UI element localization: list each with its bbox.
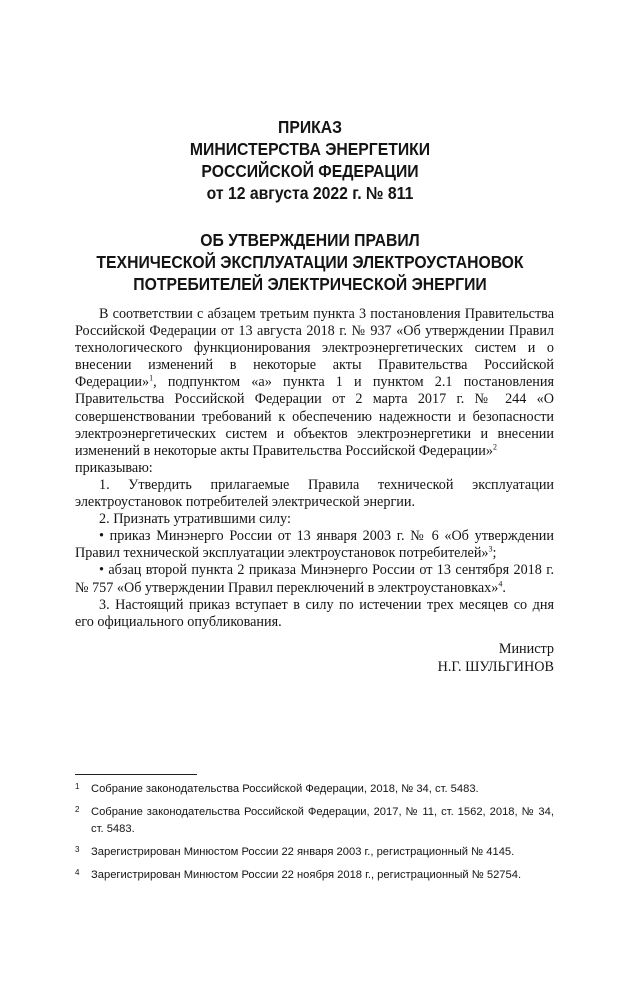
preamble-paragraph (75, 306, 554, 460)
footnote-ref: 3 (488, 544, 493, 554)
item-1: 1. Утвердить прилагаемые Правила технической эксплуатации электроустановок потребителей электрической энергии. (75, 476, 554, 511)
bullet-text: • абзац второй пункта 2 приказа Минэнерго России от 13 сентября 2018 г. № 757 «Об утверждении Правил переключений в электроустановках» (75, 562, 554, 596)
order-subject (85, 229, 535, 295)
order-title (85, 116, 535, 204)
bullet-end: ; (492, 545, 497, 562)
footnote-text: Собрание законодательства Российской Федерации, 2017, № 11, ст. 1562, 2018, № 34, ст. 5483. (91, 806, 554, 835)
subject-line: ПОТРЕБИТЕЛЕЙ ЭЛЕКТРИЧЕСКОЙ ЭНЕРГИИ (133, 274, 487, 294)
title-line: ПРИКАЗ (277, 117, 343, 137)
signature-position: Министр (498, 641, 554, 657)
footnote-number: 1 (75, 782, 80, 791)
bullet-text: • приказ Минэнерго России от 13 января 2003 г. № 6 «Об утверждении Правил технической эксплуатации электроустановок потребителей» (75, 528, 554, 562)
signature-block (438, 641, 554, 676)
title-line: МИНИСТЕРСТВА ЭНЕРГЕТИКИ (189, 139, 431, 159)
footnote-divider (75, 774, 197, 775)
footnote-number: 3 (75, 845, 80, 854)
bullet-2 (75, 562, 554, 596)
order-body (75, 306, 554, 631)
footnote (75, 844, 554, 861)
footnote-text: Зарегистрирован Минюстом России 22 января 2003 г., регистрационный № 4145. (91, 846, 515, 858)
footnote-ref: 4 (498, 578, 503, 588)
order-word: приказываю: (75, 459, 153, 476)
footnote (75, 804, 554, 838)
subject-line: ОБ УТВЕРЖДЕНИИ ПРАВИЛ (200, 230, 420, 250)
footnote-number: 4 (75, 868, 80, 877)
footnote-text: Зарегистрирован Минюстом России 22 ноября 2018 г., регистрационный № 52754. (91, 869, 522, 881)
signature-name: Н.Г. ШУЛЬГИНОВ (437, 658, 554, 675)
bullet-end: . (502, 579, 506, 596)
footnote-ref: 1 (149, 373, 154, 383)
footnotes (75, 781, 554, 890)
subject-line: ТЕХНИЧЕСКОЙ ЭКСПЛУАТАЦИИ ЭЛЕКТРОУСТАНОВОК (96, 252, 524, 272)
footnote (75, 867, 554, 884)
title-line: от 12 августа 2022 г. № 811 (206, 183, 414, 203)
item-3: 3. Настоящий приказ вступает в силу по истечении трех месяцев со дня его официального опубликования. (75, 596, 554, 630)
title-line: РОССИЙСКОЙ ФЕДЕРАЦИИ (201, 161, 419, 181)
preamble-text: , подпунктом «а» пункта 1 и пунктом 2.1 постановления Правительства Российской Федерации от 2 марта 2017 г. № 244 «О совершенствовании требований к обеспечению надежности и безопасности электроэнергетических систем и объектов электроэнергетики и внесении изменений в некоторые акты Правительства Российской Федерации» (75, 374, 554, 459)
preamble-text: В соответствии с абзацем третьим пункта 3 постановления Правительства Российской Федерации от 13 августа 2018 г. № 937 «Об утверждении Правил технологического функционирования электроэнергетических систем и о внесении изменений в некоторые акты Правительства Российской Федерации» (75, 306, 554, 391)
footnote-number: 2 (75, 805, 80, 814)
footnote-text: Собрание законодательства Российской Федерации, 2018, № 34, ст. 5483. (91, 783, 479, 795)
bullet-1 (75, 528, 554, 562)
footnote-ref: 2 (492, 442, 497, 452)
item-2: 2. Признать утратившими силу: (99, 511, 291, 528)
footnote (75, 781, 554, 798)
